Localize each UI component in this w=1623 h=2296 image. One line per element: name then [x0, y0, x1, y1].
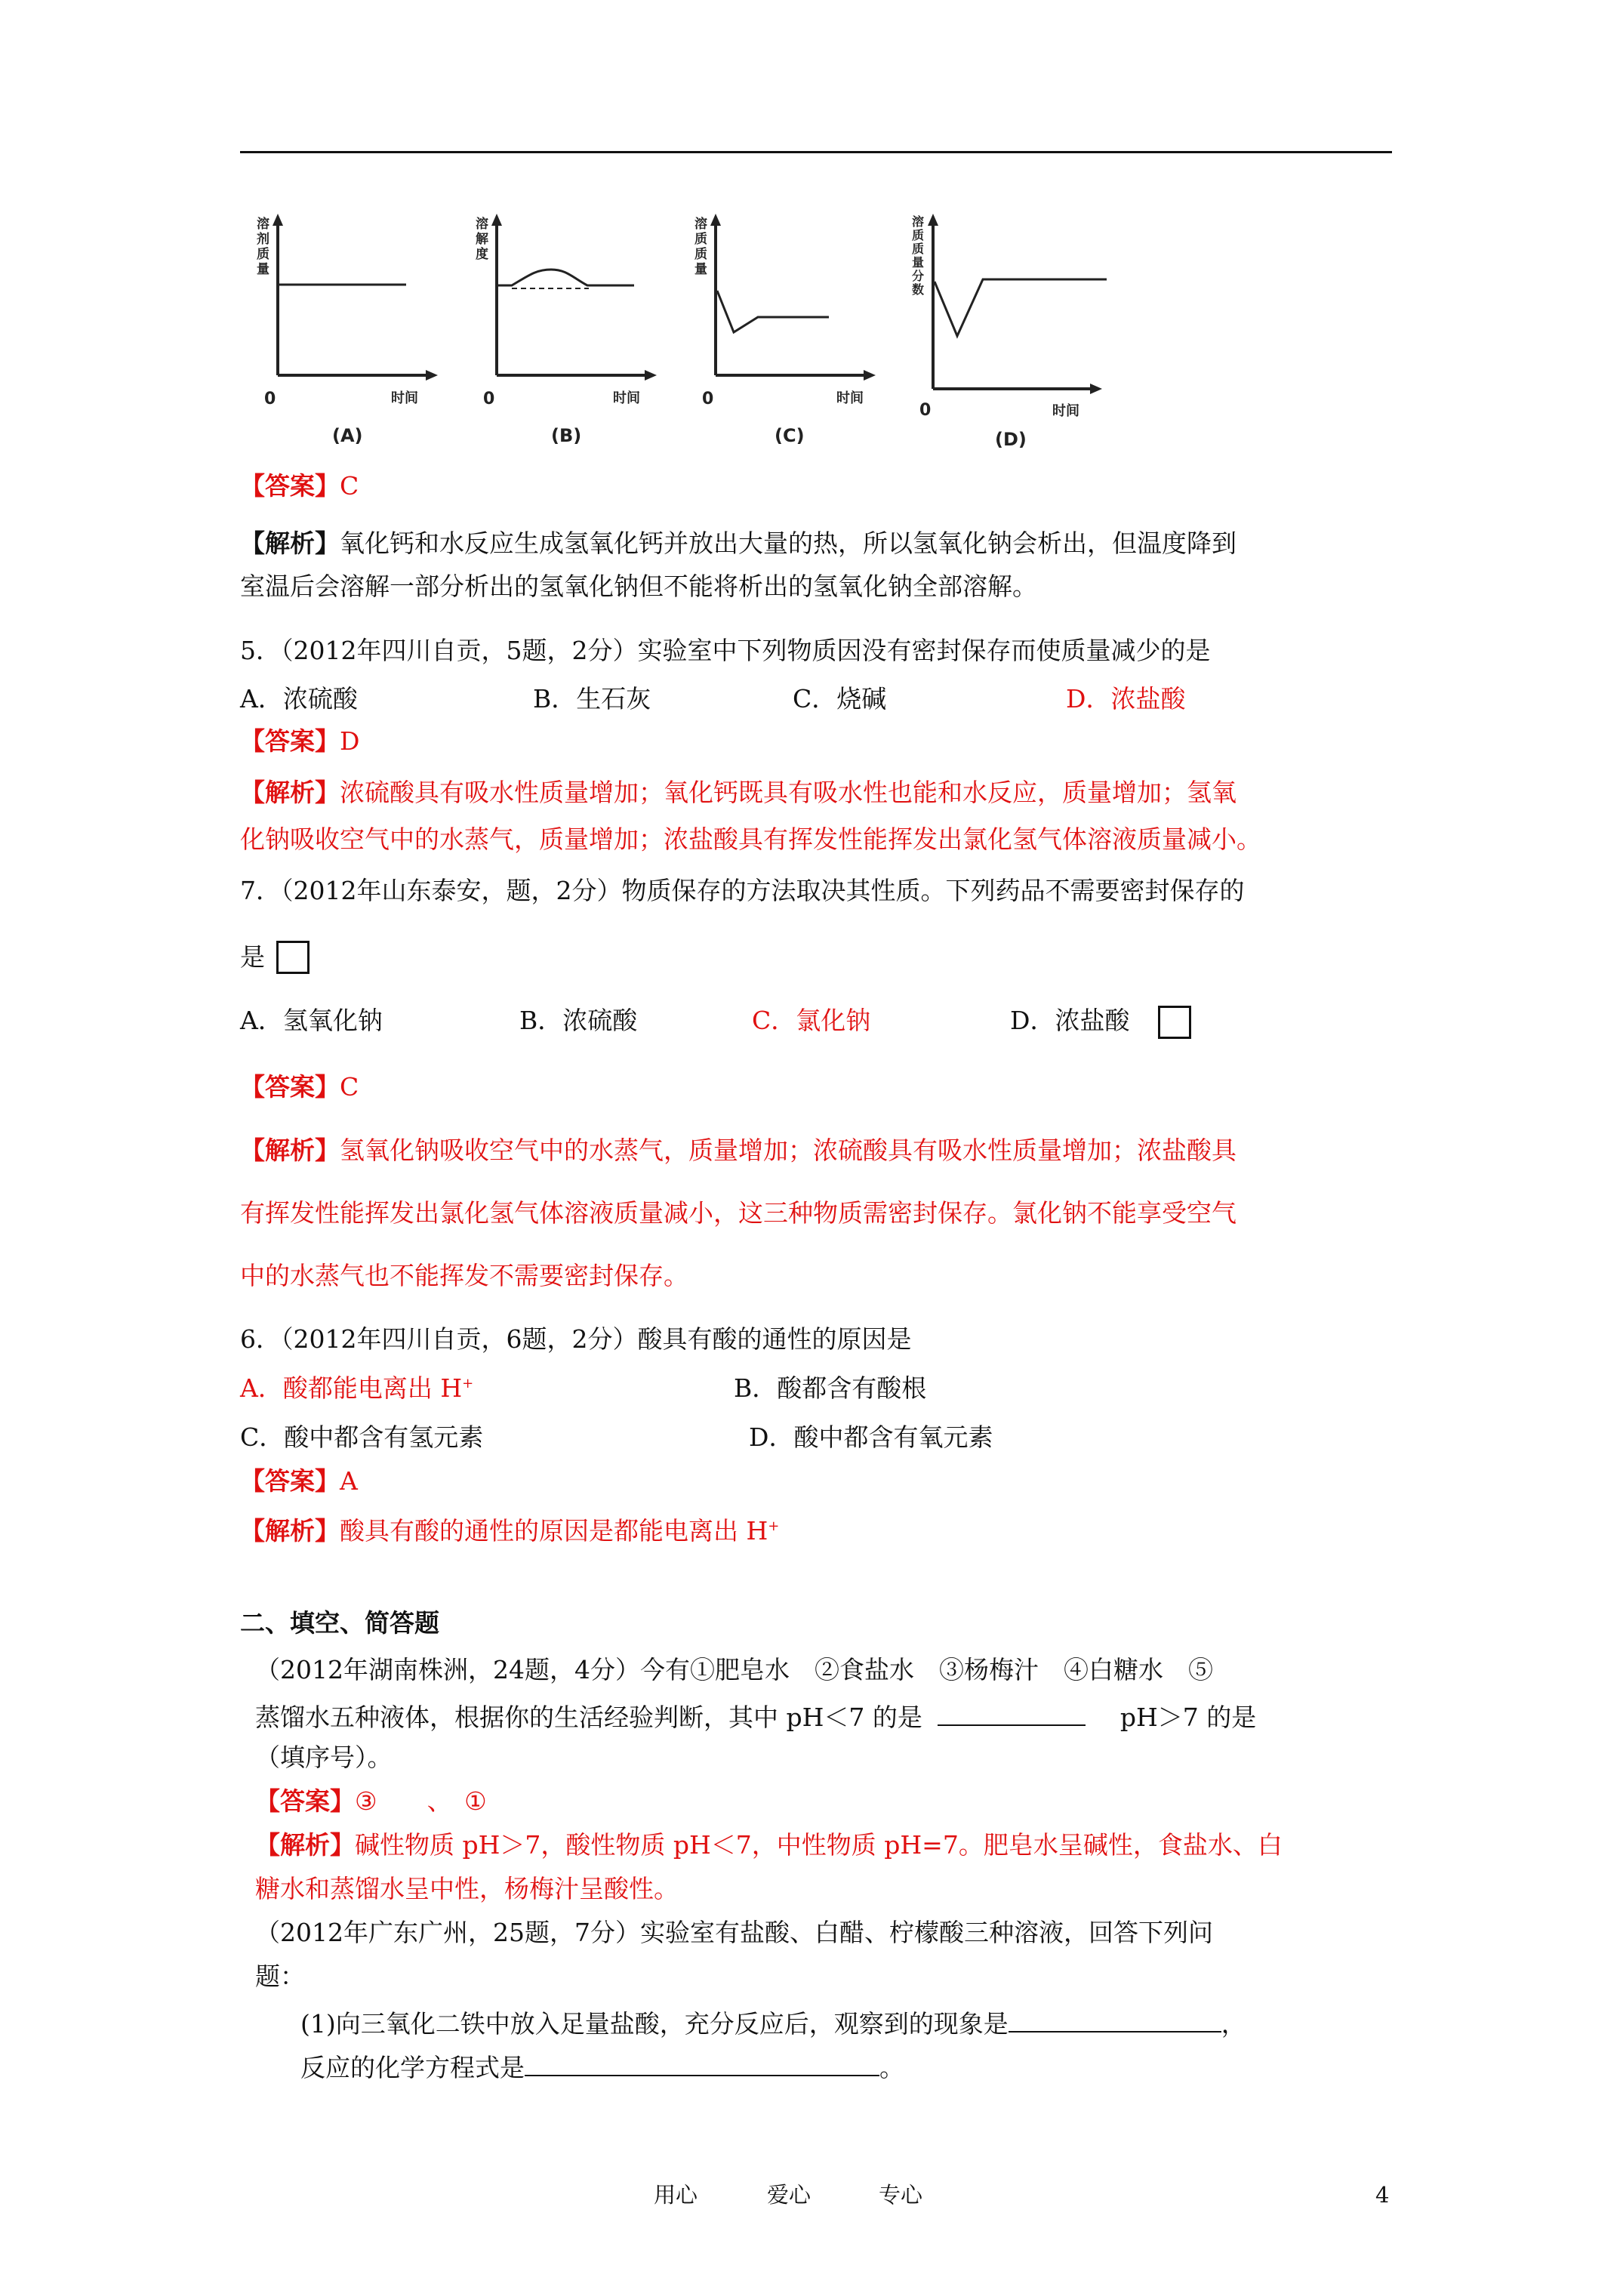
s2-q1-line2 — [255, 1697, 1256, 1734]
section-title: 二、填空、简答题 — [240, 1608, 439, 1638]
graph-c-caption: (C) — [775, 425, 805, 446]
q5-stem: 5．（2012年四川自贡，5题，2分）实验室中下列物质因没有密封保存而使质量减少的是 — [240, 636, 1211, 665]
s2-q1-line3: （填序号）。 — [255, 1743, 393, 1772]
graph-d-svg — [912, 208, 1123, 457]
graph-b-origin: 0 — [483, 390, 495, 408]
q4-analysis-line2: 室温后会溶解一部分析出的氢氧化钠但不能将析出的氢氧化钠全部溶解。 — [240, 572, 1037, 601]
q5-option-b: B．生石灰 — [533, 684, 651, 713]
q5-option-d: D．浓盐酸 — [1066, 684, 1186, 713]
s2-q2-line1: （2012年广东广州，25题，7分）实验室有盐酸、白醋、柠檬酸三种溶液，回答下列问 — [255, 1918, 1213, 1947]
s2-q1-analysis-line1 — [255, 1829, 1283, 1862]
graph-a — [257, 208, 453, 457]
answer-tag: 【答案】 — [255, 1786, 355, 1816]
s2-q1-answer: ③ 、 ① — [355, 1786, 487, 1816]
s2-q2-sub1-line2 — [300, 2048, 904, 2085]
s2-q1-line2b: pH＞7 的是 — [1119, 1703, 1257, 1732]
graph-b-caption: (B) — [551, 425, 582, 446]
q4-answer-line — [240, 470, 359, 503]
q7-stem-line1: 7．（2012年山东泰安，题，2分）物质保存的方法取决其性质。下列药品不需要密封保存的 — [240, 876, 1245, 905]
graph-d-origin: 0 — [919, 401, 932, 420]
graph-a-caption: (A) — [332, 425, 363, 446]
page-number: 4 — [1375, 2182, 1390, 2208]
analysis-tag: 【解析】 — [240, 1516, 340, 1546]
q7-analysis-line3: 中的水蒸气也不能挥发不需要密封保存。 — [240, 1261, 688, 1290]
punctuation: 。 — [879, 2053, 904, 2082]
graph-a-origin: 0 — [264, 390, 276, 408]
footer-motto-3: 专心 — [879, 2182, 923, 2208]
analysis-tag: 【解析】 — [240, 778, 340, 807]
graph-a-svg — [257, 208, 453, 457]
s2-q1-answer-line — [255, 1785, 487, 1818]
s2-q1-analysis-text: 碱性物质 pH＞7，酸性物质 pH＜7，中性物质 pH=7。肥皂水呈碱性，食盐水、白 — [355, 1830, 1283, 1860]
q6-option-b: B．酸都含有酸根 — [734, 1373, 927, 1403]
superscript: + — [462, 1376, 474, 1391]
q6-option-d: D．酸中都含有氧元素 — [749, 1422, 993, 1452]
graph-a-xlabel: 时间 — [391, 390, 418, 406]
q6-answer-line — [240, 1465, 358, 1498]
s2-q2-line2: 题： — [255, 1962, 305, 1991]
q6-answer: A — [340, 1466, 358, 1496]
graph-c — [694, 208, 891, 457]
q7-analysis-text: 氢氧化钠吸收空气中的水蒸气，质量增加；浓硫酸具有吸水性质量增加；浓盐酸具 — [340, 1136, 1236, 1165]
q5-option-c: C．烧碱 — [793, 684, 887, 713]
q6-analysis-text: 酸具有酸的通性的原因是都能电离出 H — [340, 1516, 768, 1546]
q7-answer: C — [340, 1072, 359, 1102]
graph-a-ylabel: 溶剂质量 — [257, 217, 269, 277]
q6-option-c: C．酸中都含有氢元素 — [240, 1422, 484, 1452]
blank-box — [276, 941, 310, 974]
q5-option-a: A．浓硫酸 — [240, 684, 358, 713]
q4-analysis-line1 — [240, 527, 1236, 560]
q4-answer: C — [340, 471, 359, 501]
analysis-tag: 【解析】 — [240, 529, 340, 558]
superscript: + — [768, 1518, 780, 1534]
q5-answer-line — [240, 725, 359, 758]
header-rule — [240, 151, 1392, 153]
q4-analysis-text: 氧化钙和水反应生成氢氧化钙并放出大量的热，所以氢氧化钠会析出，但温度降到 — [340, 529, 1236, 558]
answer-tag: 【答案】 — [240, 1072, 340, 1102]
graph-d-xlabel: 时间 — [1052, 403, 1079, 419]
q7-option-b: B．浓硫酸 — [519, 1006, 638, 1035]
graph-c-origin: 0 — [702, 390, 714, 408]
graph-b-xlabel: 时间 — [613, 390, 640, 406]
s2-q2-sub1-line1 — [300, 2004, 1246, 2041]
blank-box — [1158, 1006, 1191, 1039]
q7-option-d: D．浓盐酸 — [1010, 1006, 1130, 1035]
graph-b — [476, 208, 672, 457]
s2-q1-line2a: 蒸馏水五种液体，根据你的生活经验判断，其中 pH＜7 的是 — [255, 1703, 922, 1732]
q7-option-a: A．氢氧化钠 — [240, 1006, 383, 1035]
analysis-tag: 【解析】 — [255, 1830, 355, 1860]
answer-tag: 【答案】 — [240, 1466, 340, 1496]
s2-q1-line1: （2012年湖南株洲，24题，4分）今有①肥皂水 ②食盐水 ③杨梅汁 ④白糖水 ⑤ — [255, 1655, 1213, 1684]
graph-d-ylabel: 溶质质量分数 — [912, 214, 925, 297]
answer-blank[interactable] — [525, 2048, 879, 2076]
answer-tag: 【答案】 — [240, 471, 340, 501]
answer-tag: 【答案】 — [240, 726, 340, 756]
analysis-tag: 【解析】 — [240, 1136, 340, 1165]
s2-q2-sub1-text2: 反应的化学方程式是 — [300, 2053, 525, 2082]
answer-blank[interactable] — [938, 1697, 1086, 1726]
graph-b-ylabel: 溶解度 — [476, 217, 488, 262]
q6-analysis-line — [240, 1515, 779, 1548]
q7-analysis-line1 — [240, 1134, 1236, 1167]
answer-blank[interactable] — [1009, 2004, 1221, 2032]
q5-analysis-line2: 化钠吸收空气中的水蒸气，质量增加；浓盐酸具有挥发性能挥发出氯化氢气体溶液质量减小。 — [240, 824, 1261, 854]
footer-motto-2: 爱心 — [767, 2182, 812, 2208]
footer-motto-1: 用心 — [654, 2182, 698, 2208]
q7-answer-line — [240, 1071, 359, 1104]
graph-c-ylabel: 溶质质量 — [694, 217, 707, 277]
q5-answer: D — [340, 726, 360, 756]
graph-c-xlabel: 时间 — [836, 390, 864, 406]
q7-stem-line2: 是 — [240, 942, 265, 972]
q6-stem: 6．（2012年四川自贡，6题，2分）酸具有酸的通性的原因是 — [240, 1324, 912, 1354]
q6-option-a-text: A．酸都能电离出 H — [240, 1373, 463, 1403]
q5-analysis-text: 浓硫酸具有吸水性质量增加；氧化钙既具有吸水性也能和水反应，质量增加；氢氧 — [340, 778, 1236, 807]
q5-analysis-line1 — [240, 776, 1236, 809]
s2-q2-sub1-text: (1)向三氧化二铁中放入足量盐酸，充分反应后，观察到的现象是 — [300, 2009, 1009, 2039]
q7-analysis-line2: 有挥发性能挥发出氯化氢气体溶液质量减小，这三种物质需密封保存。氯化钠不能享受空气 — [240, 1198, 1236, 1228]
q6-option-a — [240, 1372, 473, 1405]
graph-d-caption: (D) — [995, 429, 1027, 450]
punctuation: ， — [1221, 2009, 1246, 2039]
graph-c-svg — [694, 208, 891, 457]
q7-option-c: C．氯化钠 — [752, 1006, 871, 1035]
graph-b-svg — [476, 208, 672, 457]
graph-d — [912, 208, 1123, 457]
s2-q1-analysis-line2: 糖水和蒸馏水呈中性，杨梅汁呈酸性。 — [255, 1874, 679, 1903]
